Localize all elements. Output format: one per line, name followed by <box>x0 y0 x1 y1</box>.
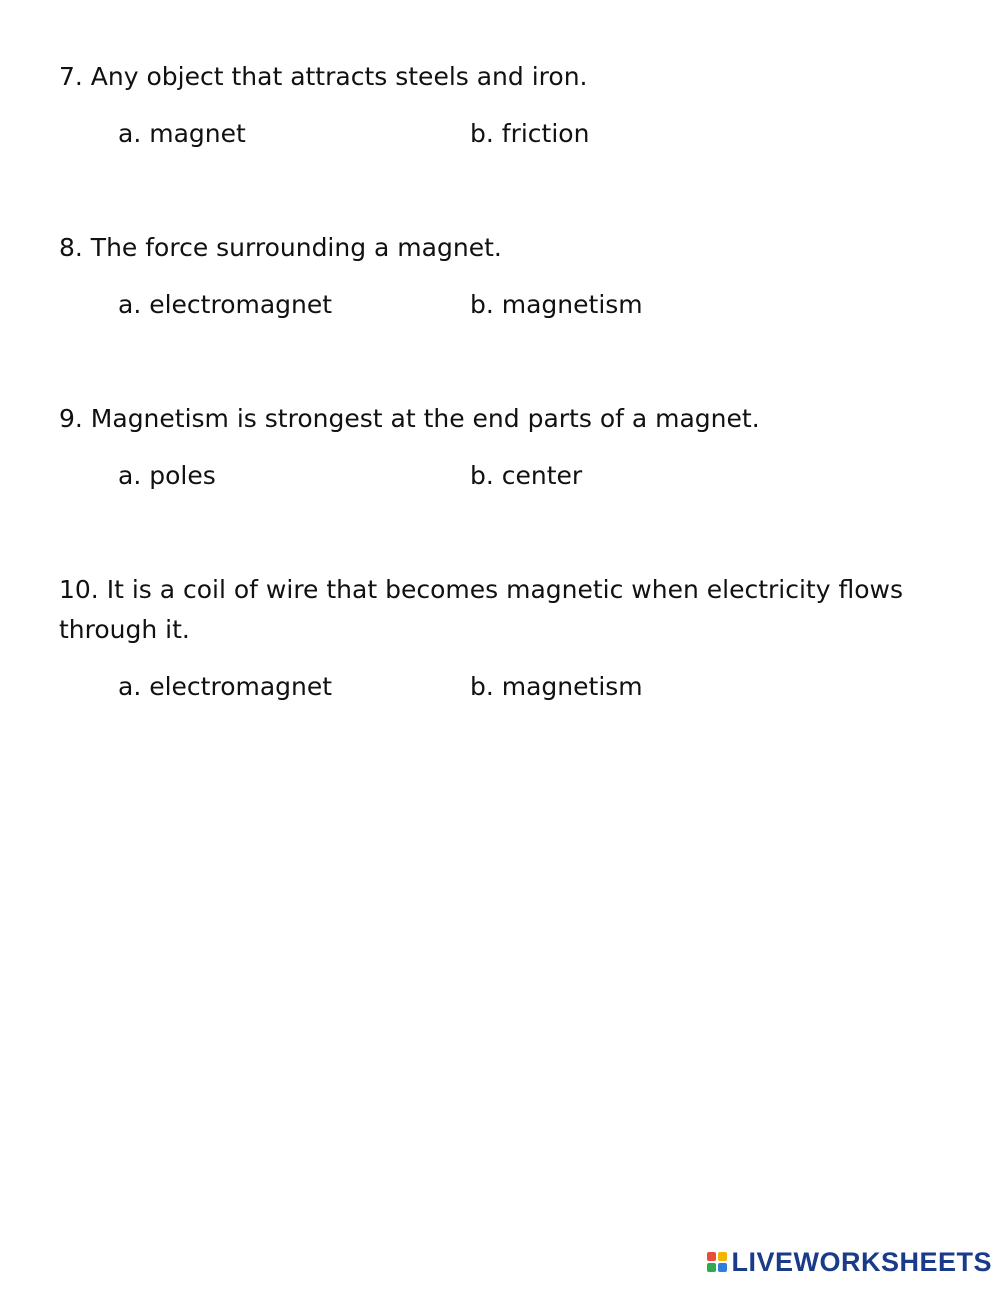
option-a[interactable]: a. magnet <box>118 119 246 148</box>
question-8 <box>59 228 939 325</box>
logo-block <box>707 1252 716 1261</box>
option-b[interactable]: b. friction <box>470 119 590 148</box>
option-b[interactable]: b. center <box>470 461 583 490</box>
option-a[interactable]: a. electromagnet <box>118 672 333 701</box>
option-b[interactable]: b. magnetism <box>470 290 643 319</box>
question-text: 8. The force surrounding a magnet. <box>59 233 502 262</box>
option-a[interactable]: a. poles <box>118 461 216 490</box>
question-text: 10. It is a coil of wire that becomes magnetic when electricity flows through it. <box>59 575 903 644</box>
question-text: 7. Any object that attracts steels and iron. <box>59 62 588 91</box>
brand-name: LIVEWORKSHEETS <box>731 1247 992 1277</box>
question-7 <box>59 57 939 154</box>
logo-block <box>718 1252 727 1261</box>
question-9 <box>59 399 939 496</box>
answer-options <box>59 667 939 707</box>
answer-options <box>59 456 939 496</box>
answer-options <box>59 285 939 325</box>
logo-block <box>707 1263 716 1272</box>
question-10 <box>59 570 939 707</box>
liveworksheets-logo <box>707 1247 992 1277</box>
option-a[interactable]: a. electromagnet <box>118 290 333 319</box>
logo-block <box>718 1263 727 1272</box>
logo-blocks-icon <box>707 1252 727 1272</box>
answer-options <box>59 114 939 154</box>
option-b[interactable]: b. magnetism <box>470 672 643 701</box>
question-text: 9. Magnetism is strongest at the end parts of a magnet. <box>59 404 760 433</box>
